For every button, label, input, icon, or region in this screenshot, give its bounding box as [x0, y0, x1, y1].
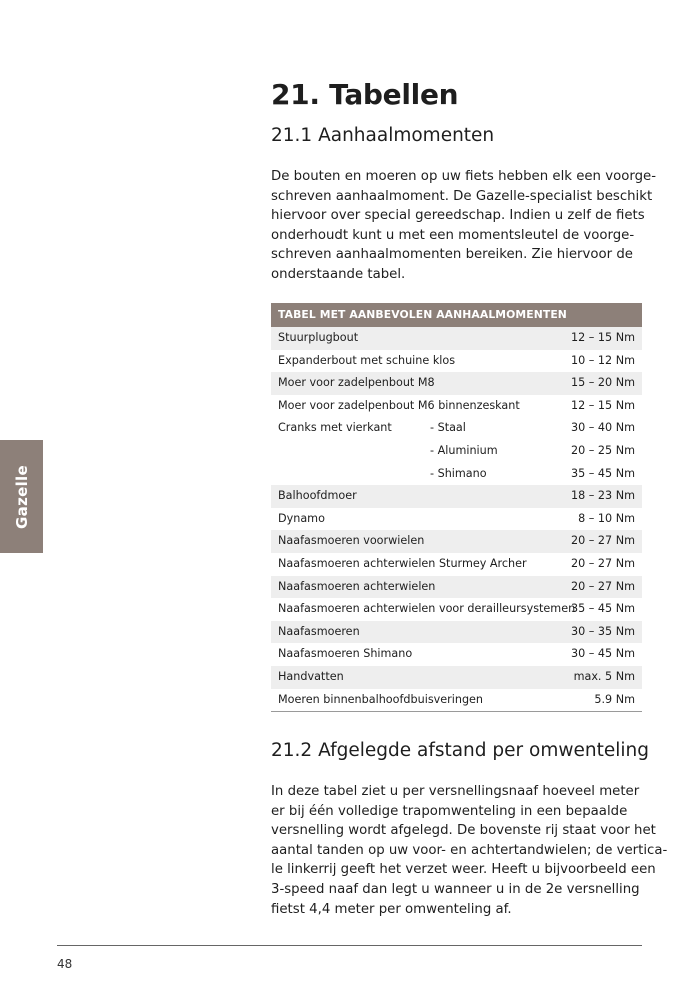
- row-sublabel: - Staal: [430, 421, 466, 435]
- table-row: [271, 395, 642, 418]
- paragraph-line: hiervoor over special gereedschap. Indien u zelf de fiets: [271, 208, 645, 224]
- row-value: 8 – 10 Nm: [578, 511, 635, 525]
- table-row: [271, 372, 642, 395]
- row-label: Naafasmoeren Shimano: [278, 647, 413, 661]
- row-label: Naafasmoeren achterwielen voor derailleursystemen: [278, 602, 576, 616]
- row-value: 30 – 45 Nm: [570, 647, 635, 661]
- row-value: 12 – 15 Nm: [570, 398, 635, 412]
- table-header: TABEL MET AANBEVOLEN AANHAALMOMENTEN: [271, 303, 642, 327]
- row-label: Balhoofdmoer: [278, 489, 357, 503]
- row-label: Stuurplugbout: [278, 331, 359, 344]
- section-1-paragraph: [271, 167, 656, 285]
- page-number: 48: [57, 957, 73, 971]
- table-bottom-rule: [271, 711, 642, 712]
- table-row: [271, 666, 642, 689]
- table-row: [271, 621, 642, 644]
- side-tab: [0, 440, 43, 553]
- table-row: [271, 440, 642, 463]
- paragraph-line: De bouten en moeren op uw fiets hebben elk een voorge-: [271, 169, 656, 184]
- table-row: [271, 485, 642, 508]
- table-row: [271, 350, 642, 373]
- table-row: [271, 553, 642, 576]
- paragraph-line: er bij één volledige trapomwenteling in een bepaalde: [271, 803, 628, 819]
- row-label: Moer voor zadelpenbout M6 binnenzeskant: [278, 398, 520, 412]
- row-label: Naafasmoeren achterwielen Sturmey Archer: [278, 556, 527, 570]
- row-value: 30 – 40 Nm: [570, 421, 635, 435]
- table-row: [271, 576, 642, 599]
- row-value: 20 – 27 Nm: [570, 534, 635, 548]
- row-value: 35 – 45 Nm: [570, 602, 635, 616]
- row-label: Naafasmoeren achterwielen: [278, 579, 436, 593]
- paragraph-line: In deze tabel ziet u per versnellingsnaaf hoeveel meter: [271, 784, 640, 799]
- row-label: Naafasmoeren voorwielen: [278, 534, 425, 548]
- table-row: [271, 327, 642, 350]
- paragraph-line: 3-speed naaf dan legt u wanneer u in de 2e versnelling: [271, 881, 640, 897]
- torque-table: [271, 303, 642, 712]
- paragraph-line: le linkerrij geeft het verzet weer. Heeft u bijvoorbeeld een: [271, 862, 656, 878]
- table-row: [271, 417, 642, 440]
- row-label: Dynamo: [278, 511, 325, 525]
- row-value: 20 – 27 Nm: [570, 579, 635, 593]
- paragraph-line: onderhoudt kunt u met een momentsleutel de voorge-: [271, 227, 635, 243]
- paragraph-line: onderstaande tabel.: [271, 266, 406, 282]
- row-value: 35 – 45 Nm: [570, 466, 635, 480]
- row-label: Expanderbout met schuine klos: [278, 353, 456, 367]
- row-label: Handvatten: [278, 669, 344, 683]
- table-row: [271, 689, 642, 712]
- paragraph-line: schreven aanhaalmomenten bereiken. Zie hiervoor de: [271, 247, 633, 263]
- section-1-title: 21.1 Aanhaalmomenten: [271, 125, 495, 146]
- row-label: Moeren binnenbalhoofdbuisveringen: [278, 692, 484, 706]
- paragraph-line: schreven aanhaalmoment. De Gazelle-specialist beschikt: [271, 188, 653, 204]
- row-sublabel: - Aluminium: [430, 443, 498, 457]
- chapter-title: 21. Tabellen: [271, 78, 459, 111]
- row-value: 20 – 25 Nm: [570, 443, 635, 457]
- row-value: 10 – 12 Nm: [570, 353, 635, 367]
- paragraph-line: aantal tanden op uw voor- en achtertandwielen; de vertica-: [271, 842, 668, 858]
- row-value: 12 – 15 Nm: [570, 331, 635, 344]
- row-label: Cranks met vierkant: [278, 421, 392, 435]
- row-label: Naafasmoeren: [278, 624, 360, 638]
- row-label: Moer voor zadelpenbout M8: [278, 376, 435, 390]
- table-row: [271, 508, 642, 531]
- section-2-paragraph: [271, 782, 668, 919]
- table-row: [271, 463, 642, 486]
- table-row: [271, 598, 642, 621]
- paragraph-line: versnelling wordt afgelegd. De bovenste rij staat voor het: [271, 823, 656, 839]
- section-2-title: 21.2 Afgelegde afstand per omwenteling: [271, 740, 649, 761]
- table-row: [271, 643, 642, 666]
- row-value: 5.9 Nm: [594, 692, 635, 706]
- table-body: [271, 327, 642, 711]
- table-row: [271, 530, 642, 553]
- row-value: max. 5 Nm: [573, 669, 635, 683]
- side-tab-label: Gazelle: [12, 464, 31, 529]
- row-sublabel: - Shimano: [430, 466, 487, 480]
- row-value: 15 – 20 Nm: [570, 376, 635, 390]
- footer-rule: [57, 945, 642, 946]
- row-value: 18 – 23 Nm: [570, 489, 635, 503]
- row-value: 30 – 35 Nm: [570, 624, 635, 638]
- paragraph-line: fietst 4,4 meter per omwenteling af.: [271, 901, 512, 917]
- row-value: 20 – 27 Nm: [570, 556, 635, 570]
